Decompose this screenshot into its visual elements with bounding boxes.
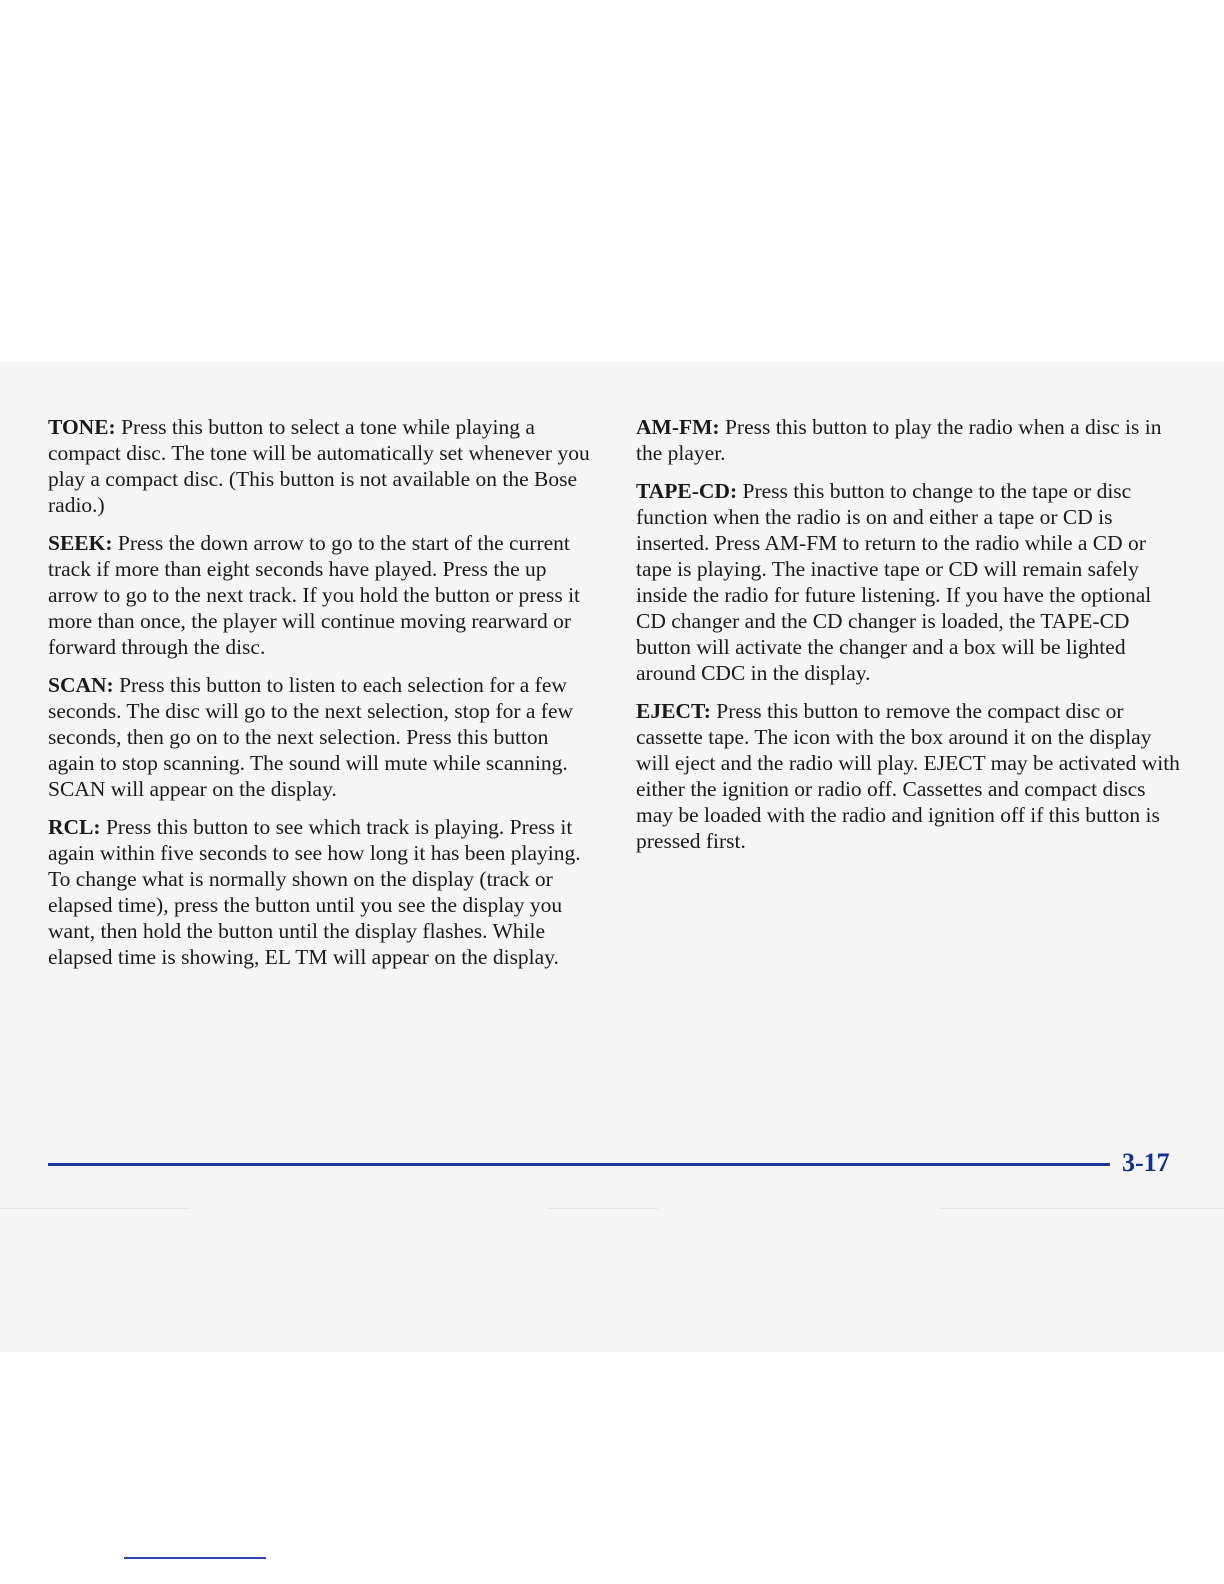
eject-entry: [636, 698, 1184, 854]
rcl-description: Press this button to see which track is playing. Press it again within five seconds to see how long it has been playing. To change what is normally shown on the display (track or elapsed time), press the button until you see the display you want, then hold the button until the display flashes. While elapsed time is showing, EL TM will appear on the display.: [48, 815, 581, 969]
seek-description: Press the down arrow to go to the start of the current track if more than eight seconds have played. Press the up arrow to go to the next track. If you hold the button or press it more than once, the player will continue moving rearward or forward through the disc.: [48, 531, 581, 659]
faint-divider-left: [0, 1208, 190, 1209]
am-fm-term: AM-FM:: [636, 415, 720, 439]
tone-description: Press this button to select a tone while playing a compact disc. The tone will be automatically set whenever you play a compact disc. (This button is not available on the Bose radio.): [48, 415, 590, 517]
tape-cd-term: TAPE-CD:: [636, 479, 738, 503]
right-column: [636, 414, 1184, 866]
bottom-mark: [124, 1557, 266, 1559]
am-fm-entry: [636, 414, 1184, 466]
eject-description: Press this button to remove the compact disc or cassette tape. The icon with the box around it on the display will eject and the radio will play. EJECT may be activated with either the ignition or radio off. Cassettes and compact discs may be loaded with the radio and ignition off if this button is pressed first.: [636, 699, 1180, 853]
scan-term: SCAN:: [48, 673, 114, 697]
scan-entry: [48, 672, 596, 802]
page-number: 3-17: [1122, 1148, 1170, 1177]
scan-description: Press this button to listen to each selection for a few seconds. The disc will go to the next selection, stop for a few seconds, then go on to the next selection. Press this button again to stop scanning. The sound will mute while scanning. SCAN will appear on the display.: [48, 673, 574, 801]
footer-rule: [48, 1163, 1110, 1166]
am-fm-description: Press this button to play the radio when a disc is in the player.: [636, 415, 1162, 465]
seek-entry: [48, 530, 596, 660]
rcl-term: RCL:: [48, 815, 101, 839]
faint-divider-right: [940, 1208, 1224, 1209]
left-column: [48, 414, 596, 982]
tape-cd-description: Press this button to change to the tape or disc function when the radio is on and either a tape or CD is inserted. Press AM-FM to return to the radio while a CD or tape is playing. The inactive tape or CD will remain safely inside the radio for future listening. If you have the optional CD changer and the CD changer is loaded, the TAPE-CD button will activate the changer and a box will be lighted around CDC in the display.: [636, 479, 1152, 685]
tone-term: TONE:: [48, 415, 116, 439]
faint-divider-center: [548, 1208, 658, 1209]
tape-cd-entry: [636, 478, 1184, 686]
eject-term: EJECT:: [636, 699, 711, 723]
rcl-entry: [48, 814, 596, 970]
seek-term: SEEK:: [48, 531, 113, 555]
tone-entry: [48, 414, 596, 518]
